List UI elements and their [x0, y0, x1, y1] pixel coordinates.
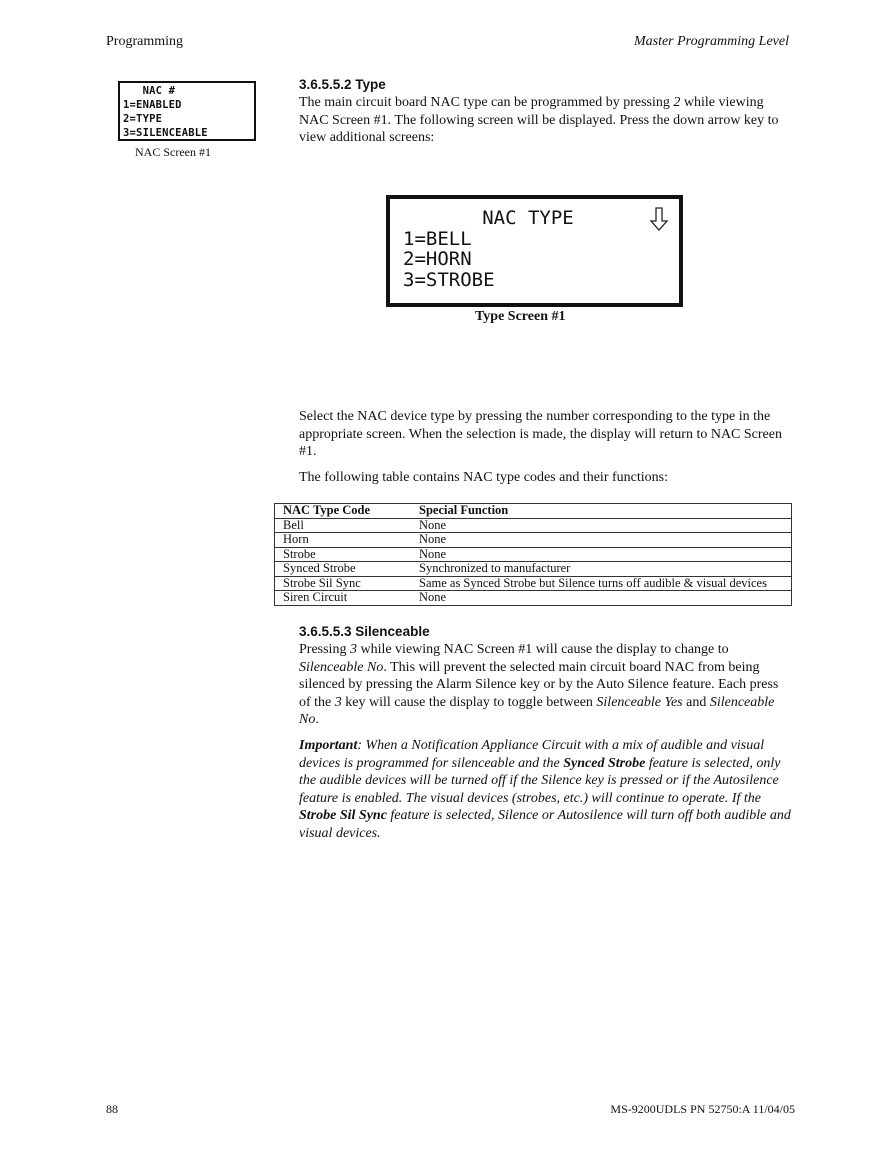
- silenceable-paragraph: [299, 641, 791, 729]
- document-id: MS-9200UDLS PN 52750:A 11/04/05: [610, 1102, 795, 1116]
- key-reference: 3: [334, 694, 342, 710]
- table-cell: Synchronized to manufacturer: [411, 562, 792, 577]
- lcd-line: 1=BELL: [403, 227, 472, 250]
- text-run: : When a Notification Appliance Circuit with a mix of audible and visual devices is programmed for silenceable and the: [299, 738, 765, 771]
- section-heading-silenceable: 3.6.5.5.3 Silenceable: [299, 624, 430, 639]
- table-cell: None: [411, 547, 792, 562]
- text-run: feature is selected, Silence or Autosilence will turn off both audible and visual devices.: [299, 808, 791, 841]
- select-paragraph: Select the NAC device type by pressing the number corresponding to the type in the appropriate screen. When the selection is made, the display will return to NAC Screen #1.: [299, 409, 782, 459]
- table-row: [275, 547, 792, 562]
- lcd-title: NAC TYPE: [482, 207, 574, 229]
- table-cell: Strobe Sil Sync: [275, 576, 412, 591]
- page-number: 88: [106, 1102, 118, 1116]
- table-row: [275, 591, 792, 606]
- table-cell: Bell: [275, 518, 412, 533]
- table-row: [275, 562, 792, 577]
- table-row: [275, 518, 792, 533]
- header-section-title: Programming: [106, 34, 183, 49]
- type-paragraph: [299, 94, 791, 147]
- text-run: . This will prevent the selected main circuit board NAC from being silenced by pressing the Alarm Silence key or by the Auto Silence feature. Each press of the: [299, 659, 779, 710]
- key-reference: 3: [349, 642, 357, 657]
- table-row: [275, 576, 792, 591]
- key-reference: 2: [673, 95, 681, 110]
- display-text: Silenceable No: [299, 659, 384, 675]
- table-cell: None: [411, 533, 792, 548]
- header-chapter-title: Master Programming Level: [633, 34, 789, 49]
- column-header: NAC Type Code: [275, 504, 412, 519]
- text-run: and: [682, 694, 710, 710]
- column-header: Special Function: [411, 504, 792, 519]
- display-text: Silenceable Yes: [596, 694, 683, 710]
- nac-screen-1-display: [118, 81, 256, 141]
- text-run: while viewing NAC Screen #1. The following screen will be displayed. Press the down arrow key to view additional screens:: [299, 95, 779, 145]
- section-heading-type: 3.6.5.5.2 Type: [299, 77, 386, 92]
- type-screen-caption: Type Screen #1: [475, 309, 566, 324]
- lcd-line: 2=HORN: [403, 248, 472, 270]
- table-intro-paragraph: The following table contains NAC type codes and their functions:: [299, 470, 668, 485]
- feature-name: Synced Strobe: [563, 755, 646, 771]
- text-run: while viewing NAC Screen #1 will cause the display to change to: [356, 642, 729, 657]
- table-header-row: [275, 504, 792, 519]
- nac-screen-caption: NAC Screen #1: [135, 145, 211, 159]
- lcd-line: 3=SILENCEABLE: [123, 127, 208, 139]
- lcd-line: 2=TYPE: [123, 113, 163, 125]
- text-run: .: [315, 712, 319, 727]
- table-cell: Strobe: [275, 547, 412, 562]
- lcd-line: 1=ENABLED: [123, 99, 182, 111]
- important-note: [299, 737, 791, 842]
- text-run: The main circuit board NAC type can be programmed by pressing: [299, 95, 674, 110]
- table-row: [275, 533, 792, 548]
- type-screen-display: [386, 195, 683, 307]
- text-run: Pressing: [299, 642, 350, 657]
- text-run: feature is selected, only the audible devices will be turned off if the Silence key is pressed or if the Autosilence feature is enabled. The visual devices (strobes, etc.) will continue to operate. If the: [299, 755, 781, 806]
- nac-type-table: [274, 503, 792, 606]
- lcd-line: NAC #: [123, 85, 176, 97]
- important-label: Important: [299, 738, 358, 753]
- table-cell: None: [411, 591, 792, 606]
- table-cell: Synced Strobe: [275, 562, 412, 577]
- table-cell: Same as Synced Strobe but Silence turns off audible & visual devices: [411, 576, 792, 591]
- feature-name: Strobe Sil Sync: [299, 808, 387, 823]
- text-run: key will cause the display to toggle between: [341, 694, 597, 710]
- table-cell: Siren Circuit: [275, 591, 412, 606]
- down-arrow-icon: [649, 207, 669, 231]
- lcd-line: 3=STROBE: [403, 268, 495, 291]
- display-text: Silenceable No: [299, 694, 775, 727]
- table-cell: None: [411, 518, 792, 533]
- table-cell: Horn: [275, 533, 412, 548]
